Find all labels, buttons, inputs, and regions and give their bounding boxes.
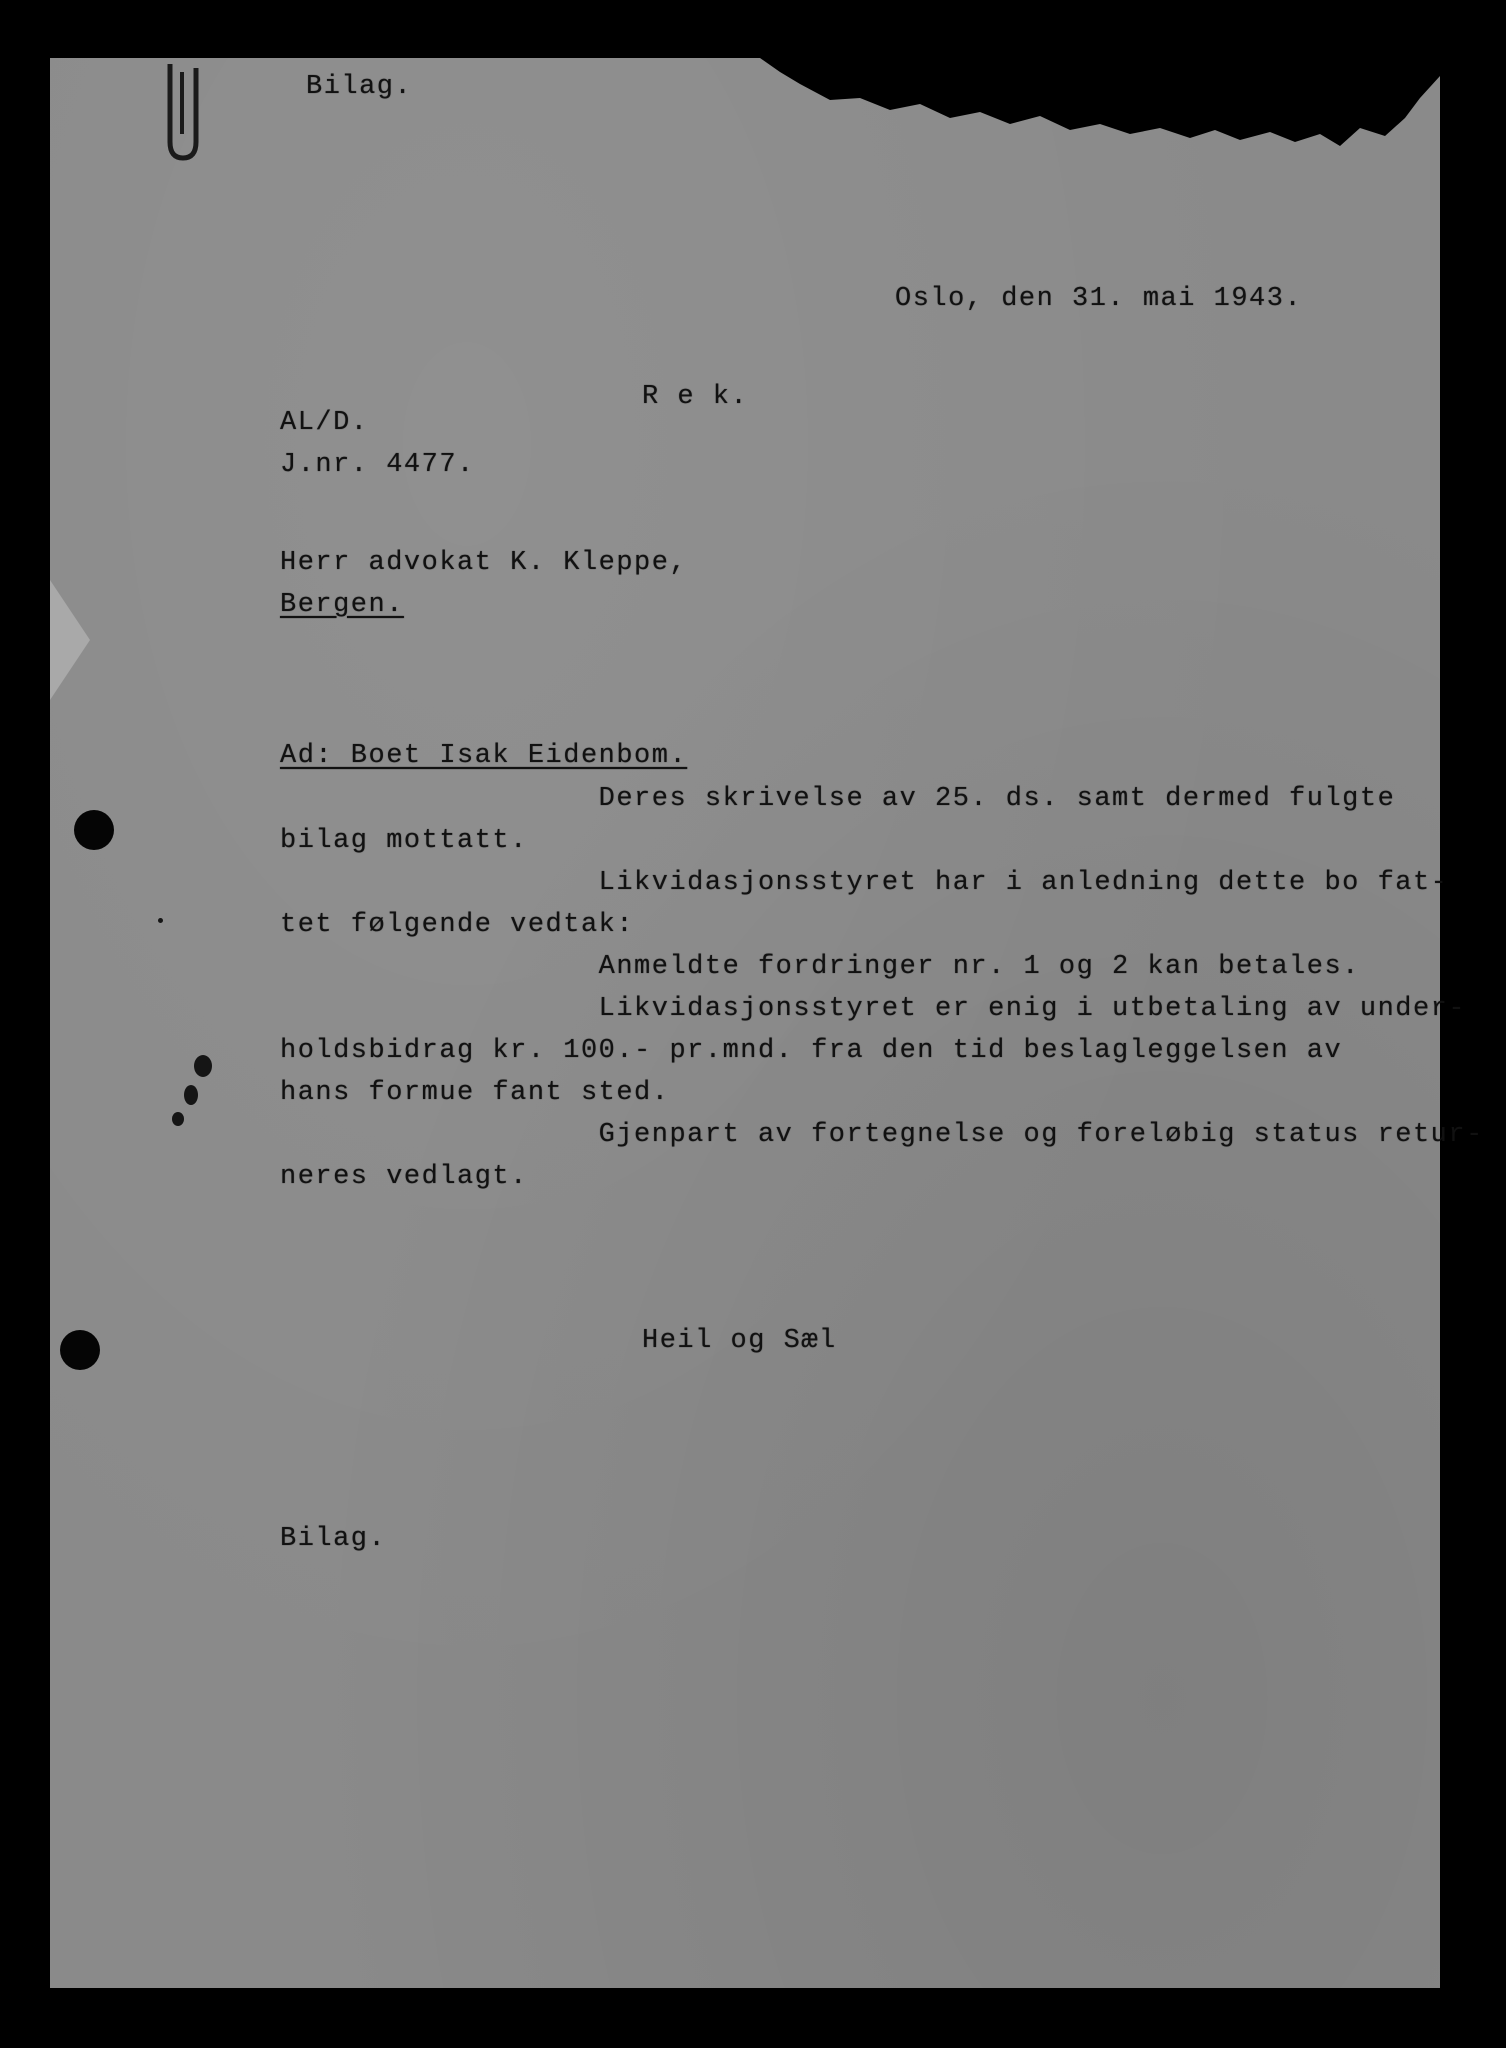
body-line: bilag mottatt.: [280, 826, 528, 856]
recipient-city: Bergen.: [280, 590, 404, 620]
punch-hole-top: [74, 810, 114, 850]
journal-number: J.nr. 4477.: [280, 450, 475, 480]
enclosure-note: Bilag.: [280, 1524, 387, 1554]
subject-line: Ad: Boet Isak Eidenbom.: [280, 741, 688, 771]
punch-hole-bottom: [60, 1330, 100, 1370]
recipient-name: Herr advokat K. Kleppe,: [280, 548, 688, 578]
body-line: holdsbidrag kr. 100.- pr.mnd. fra den tid beslagleggelsen av: [280, 1036, 1343, 1066]
ink-speck: [158, 918, 163, 923]
body-line: tet følgende vedtak:: [280, 910, 635, 940]
place-date: Oslo, den 31. mai 1943.: [895, 284, 1303, 314]
body-line: Deres skrivelse av 25. ds. samt dermed fulgte: [280, 784, 1396, 814]
body-line: Likvidasjonsstyret har i anledning dette bo fat-: [280, 868, 1449, 898]
paper-fold: [50, 580, 90, 700]
header-note: Bilag.: [306, 72, 413, 102]
body-line: Likvidasjonsstyret er enig i utbetaling av under-: [280, 994, 1467, 1024]
reference-code: AL/D.: [280, 408, 369, 438]
ink-speck: [184, 1085, 198, 1105]
body-line: hans formue fant sted.: [280, 1078, 670, 1108]
closing-salutation: Heil og Sæl: [642, 1326, 837, 1356]
mail-type: R e k.: [642, 382, 749, 412]
paper-clip-mark: [160, 62, 206, 162]
ink-speck: [194, 1055, 212, 1077]
body-line: Gjenpart av fortegnelse og foreløbig status retur-: [280, 1120, 1484, 1150]
body-line: neres vedlagt.: [280, 1162, 528, 1192]
ink-speck: [172, 1112, 184, 1126]
body-line: Anmeldte fordringer nr. 1 og 2 kan betales.: [280, 952, 1360, 982]
